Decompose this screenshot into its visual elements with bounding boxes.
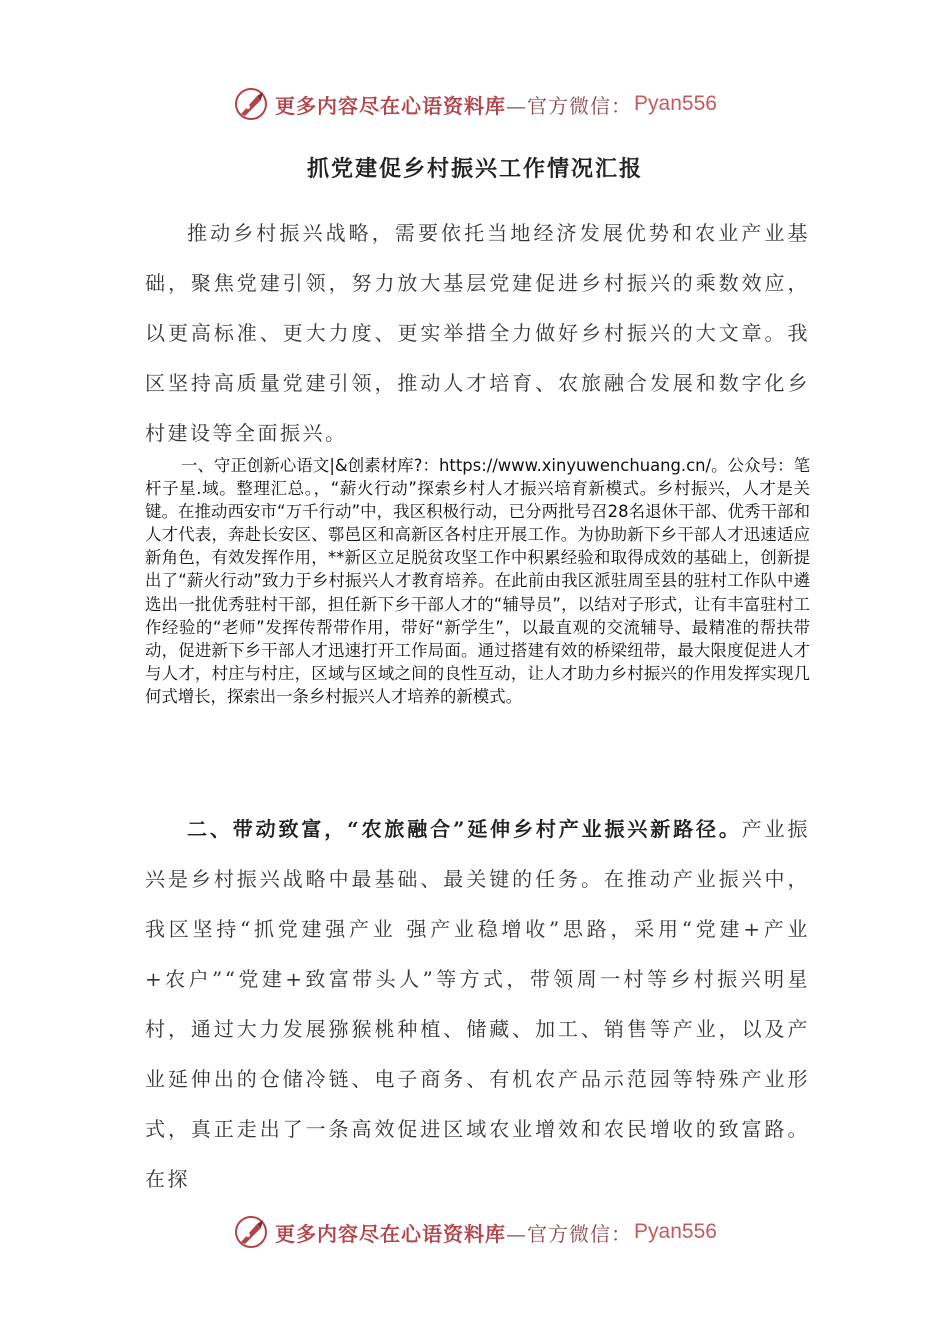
banner-suffix-text: —官方微信： [506, 93, 633, 118]
intro-paragraph: 推动乡村振兴战略，需要依托当地经济发展优势和农业产业基础，聚焦党建引领，努力放大基层党建促进乡村振兴的乘数效应，以更高标准、更大力度、更实举措全力做好乡村振兴的大文章。我区坚持高质量党建引领，推动人才培育、农旅融合发展和数字化乡村建设等全面振兴。 [145, 221, 810, 445]
section-two-paragraph [145, 804, 810, 1204]
header-banner [0, 84, 950, 124]
pen-nib-logo-icon [233, 1214, 269, 1250]
section-one-paragraph: 一、守正创新心语文|&创素材库?：https://www.xinyuwenchuang.cn/。公众号：笔杆子星.域。整理汇总。，“薪火行动”探索乡村人才振兴培育新模式。乡村振兴，人才是关键。在推动西安市“万千行动”中，我区积极行动，已分两批号召28名退休干部、优秀干部和人才代表，奔赴长安区、鄠邑区和高新区各村庄开展工作。为协助新下乡干部人才迅速适应新角色，有效发挥作用，**新区立足脱贫攻坚工作中积累经验和取得成效的基础上，创新提出了“薪火行动”致力于乡村振兴人才教育培养。在此前由我区派驻周至县的驻村工作队中遴选出一批优秀驻村干部，担任新下乡干部人才的“辅导员”，以结对子形式，让有丰富驻村工作经验的“老师”发挥传帮带作用，带好“新学生”，以最直观的交流辅导、最精准的帮扶带动，促进新下乡干部人才迅速打开工作局面。通过搭建有效的桥梁纽带，最大限度促进人才与人才，村庄与村庄，区域与区域之间的良性互动，让人才助力乡村振兴的作用发挥实现几何式增长，探索出一条乡村振兴人才培养的新模式。 [145, 456, 810, 706]
section-two-body: 产业振兴是乡村振兴战略中最基础、最关键的任务。在推动产业振兴中，我区坚持“抓党建强产业 强产业稳增收”思路，采用“党建+产业+农户”“党建+致富带头人”等方式，带领周一村等乡村振兴明星村，通过大力发展猕猴桃种植、储藏、加工、销售等产业，以及产业延伸出的仓储冷链、电子商务、有机农产品示范园等特殊产业形式，真正走出了一条高效促进区域农业增效和农民增收的致富路。在探 [145, 817, 811, 1191]
footer-banner [0, 1212, 950, 1252]
banner-wechat-id: Pyan556 [634, 1220, 717, 1243]
section-two-heading: 二、带动致富，“农旅融合”延伸乡村产业振兴新路径。 [187, 817, 742, 841]
document-title: 抓党建促乡村振兴工作情况汇报 [306, 156, 643, 182]
banner-prefix-text: 更多内容尽在心语资料库 [275, 1221, 507, 1246]
banner-suffix-text: —官方微信： [506, 1221, 633, 1246]
banner-wechat-id: Pyan556 [634, 92, 717, 115]
banner-prefix-text: 更多内容尽在心语资料库 [275, 93, 507, 118]
pen-nib-logo-icon [233, 86, 269, 122]
